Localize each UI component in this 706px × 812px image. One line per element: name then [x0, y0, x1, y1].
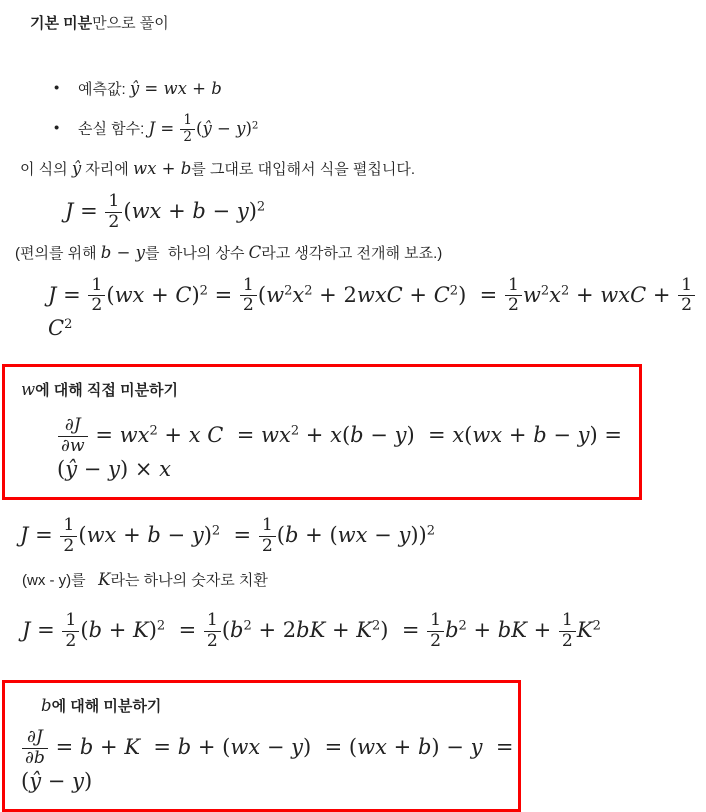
formula-loss-expanded: J = $\frac{1}{2}$ (wx + b − y)$^2$: [65, 191, 266, 232]
bullet-list: [78, 78, 706, 145]
formula-regroup-b: J = $\frac{1}{2}$ (wx + b − y)$^2$ = $\frac{1}{2}$ $(b + (wx - y))^2$: [20, 514, 436, 556]
list-item-loss: • 손실 함수: J = $\frac{1}{2}$ (ŷ − y)$^2$: [78, 113, 706, 145]
w-box-title: w에 대해 직접 미분하기: [21, 380, 179, 400]
formula-dj-dw: $\frac{\partial J}{\partial w}$ = $wx^2 + x$ $C = wx^2 + x(b - y) = x(wx + b - y)$ = (ŷ − y) × x: [57, 415, 622, 481]
page-title: 기본 미분만으로 풀이: [30, 15, 169, 32]
paragraph-constant-c: (편의를 위해 b − y를 하나의 상수 C라고 생각하고 전개해 보죠.): [15, 242, 443, 262]
b-derivative-box: [2, 680, 521, 812]
formula-expand-k: J = $\frac{1}{2}$ $(b + K)^2$ = $\frac{1}{2}$ $(b^2 + 2bK + K^2)$ = $\frac{1}{2}$ $b^2$ + bK + $\frac{1}{2}$ $K^2$: [22, 610, 601, 652]
paragraph-substitution: 이 식의 ŷ 자리에 wx + b를 그대로 대입해서 식을 펼칩니다.: [20, 159, 415, 179]
b-box-title: b에 대해 미분하기: [41, 696, 162, 716]
formula-expand-c: J = $\frac{1}{2}$ (wx + C)$^2$ = $\frac{1}{2}$ $(w^2x^2 + 2wxC + C^2)$ = $\frac{1}{2}$ $w^2x^2$ + wxC + $\frac{1}{2}$ $C^2$: [48, 276, 706, 341]
formula-dj-db: $\frac{\partial J}{\partial b}$ = b + K = b + (wx − y) = (wx + b) − y = (ŷ − y): [21, 727, 514, 793]
list-item-prediction: • 예측값: ŷ = wx + b: [78, 78, 706, 99]
w-derivative-box: [2, 364, 642, 500]
paragraph-substitute-k: (wx - y)를 K라는 하나의 숫자로 치환: [22, 570, 268, 590]
